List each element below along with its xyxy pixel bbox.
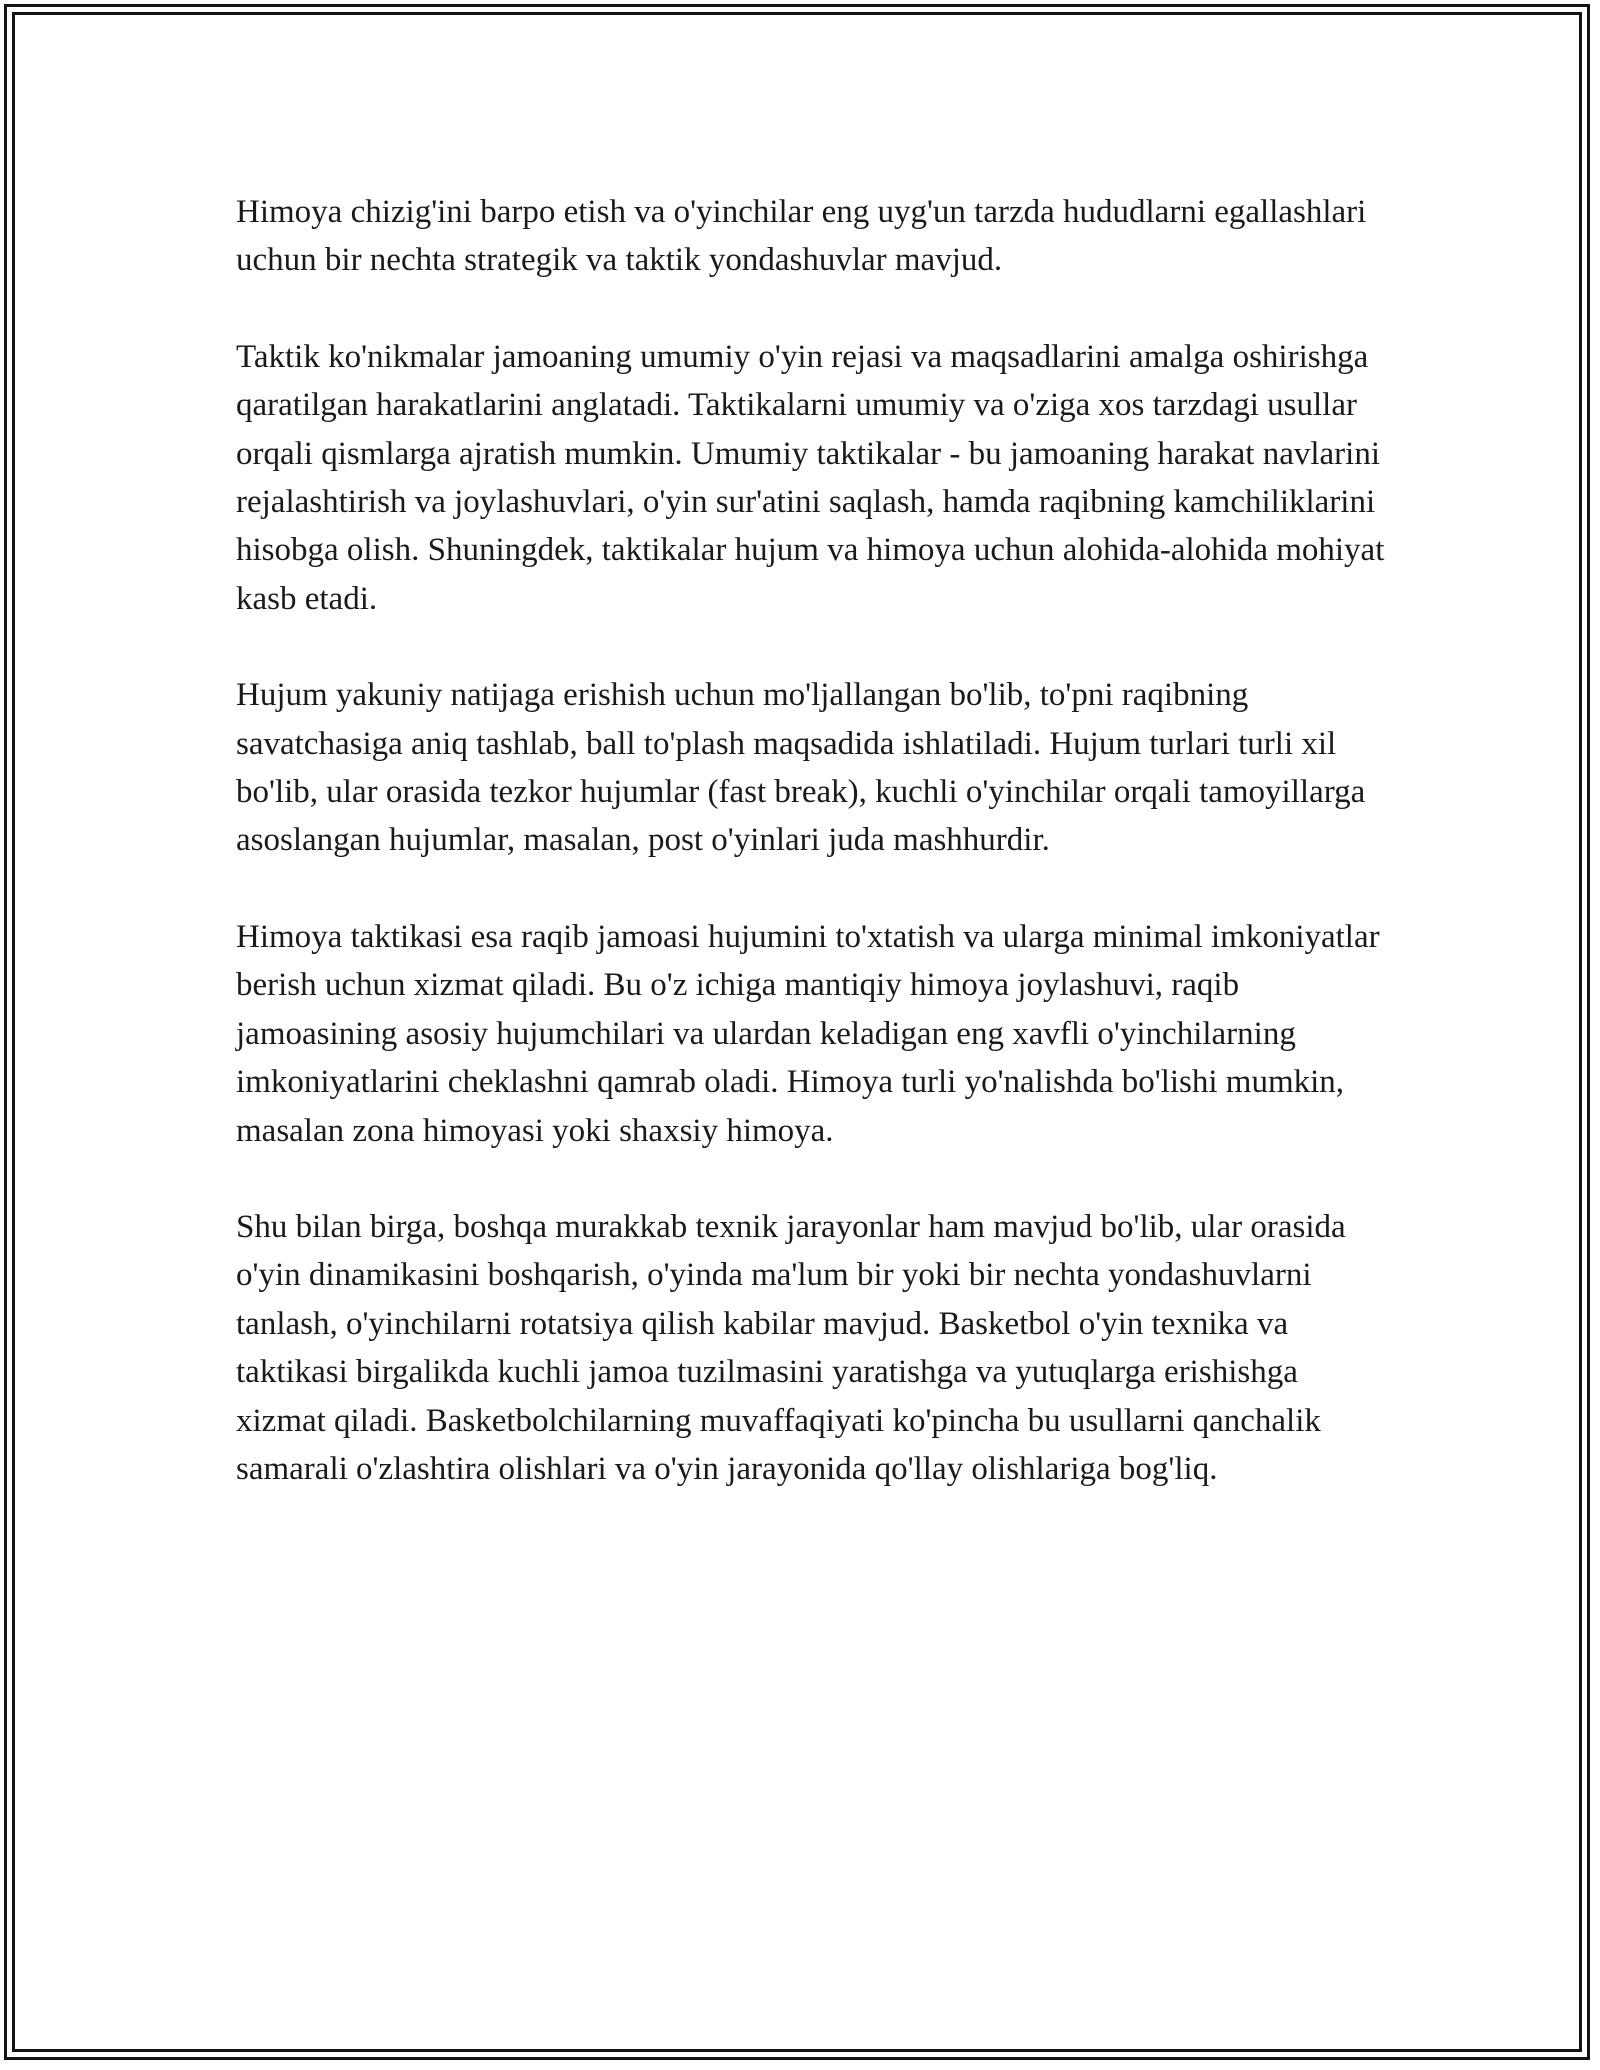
paragraph-1: Himoya chizig'ini barpo etish va o'yinchilar eng uyg'un tarzda hududlarni egallashlari uchun bir nechta strategik va taktik yondashuvlar mavjud. xyxy=(236,194,1367,279)
paragraph-5: Shu bilan birga, boshqa murakkab texnik jarayonlar ham mavjud bo'lib, ular orasida o'yin dinamikasini boshqarish, o'yinda ma'lum bir yoki bir nechta yondashuvlarni tanlash, o'yinchilarni rotatsiya qilish kabilar mavjud. Basketbol o'yin texnika va taktikasi birgalikda kuchli jamoa tuzilmasini yaratishga va yutuqlarga erishishga xizmat qiladi. Basketbolchilarning muvaffaqiyati ko'pincha bu usullarni qanchalik samarali o'zlashtira olishlari va o'yin jarayonida qo'llay olishlariga bog'liq. xyxy=(236,1208,1346,1487)
paragraph-2: Taktik ko'nikmalar jamoaning umumiy o'yin rejasi va maqsadlarini amalga oshirishga qaratilgan harakatlarini anglatadi. Taktikalarni umumiy va o'ziga xos tarzdagi usullar orqali qismlarga ajratish mumkin. Umumiy taktikalar - bu jamoaning harakat navlarini rejalashtirish va joylashuvlari, o'yin sur'atini saqlash, hamda raqibning kamchiliklarini hisobga olish. Shuningdek, taktikalar hujum va himoya uchun alohida-alohida mohiyat kasb etadi. xyxy=(236,338,1385,617)
paragraph-4: Himoya taktikasi esa raqib jamoasi hujumini to'xtatish va ularga minimal imkoniyatlar berish uchun xizmat qiladi. Bu o'z ichiga mantiqiy himoya joylashuvi, raqib jamoasining asosiy hujumchilari va ulardan keladigan eng xavfli o'yinchilarning imkoniyatlarini cheklashni qamrab oladi. Himoya turli yo'nalishda bo'lishi mumkin, masalan zona himoyasi yoki shaxsiy himoya. xyxy=(236,918,1380,1149)
paragraph-3: Hujum yakuniy natijaga erishish uchun mo'ljallangan bo'lib, to'pni raqibning savatchasiga aniq tashlab, ball to'plash maqsadida ishlatiladi. Hujum turlari turli xil bo'lib, ular orasida tezkor hujumlar (fast break), kuchli o'yinchilar orqali tamoyillarga asoslangan hujumlar, masalan, post o'yinlari juda mashhurdir. xyxy=(236,677,1366,859)
document-body xyxy=(236,188,1386,1541)
